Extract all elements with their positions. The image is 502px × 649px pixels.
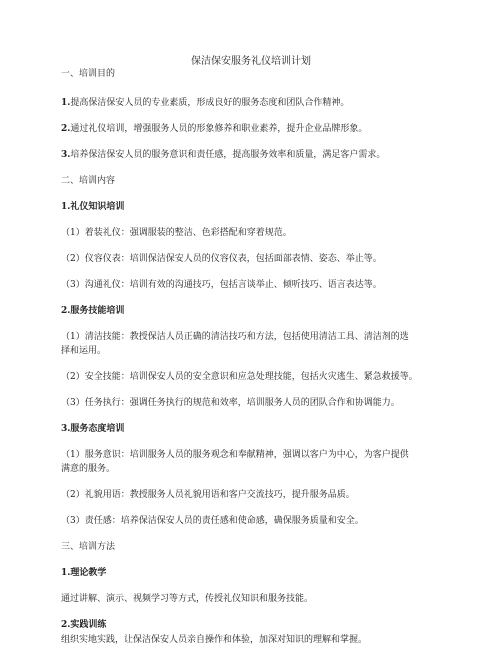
text-line: [61, 423, 461, 436]
item-number: 2.: [61, 306, 71, 316]
text-line: （1）清洁技能：教授保洁人员正确的清洁技巧和方法，包括使用清洁工具、清洁剂的选: [61, 332, 409, 342]
text-line: 三、培训方法: [61, 542, 116, 552]
text-line: （1）服务意识：培训服务人员的服务观念和奉献精神，强调以客户为中心，为客户提供: [61, 450, 409, 460]
item-number: 2.: [61, 620, 71, 630]
text-line: 满意的服务。: [61, 464, 116, 474]
text-line: [61, 201, 461, 214]
item-text: 服务技能培训: [70, 306, 125, 316]
item-text: 理论教学: [70, 568, 107, 578]
text-line: （3）沟通礼仪：培训有效的沟通技巧，包括言谈举止、倾听技巧、语言表达等。: [61, 280, 382, 290]
text-line: [61, 305, 461, 318]
text-line: [61, 619, 461, 632]
item-number: 3.: [61, 424, 71, 434]
item-text: 服务态度培训: [70, 424, 125, 434]
text-line: [61, 97, 461, 110]
item-text: 礼仪知识培训: [70, 202, 125, 212]
item-number: 1.: [61, 98, 71, 108]
text-line: [61, 123, 461, 136]
text-line: [61, 567, 461, 580]
text-line: 择和运用。: [61, 346, 107, 356]
text-line: 组织实地实践，让保洁保安人员亲自操作和体验，加深对知识的理解和掌握。: [61, 635, 368, 645]
text-line: （3）任务执行：强调任务执行的规范和效率，培训服务人员的团队合作和协调能力。: [61, 398, 400, 408]
text-line: （2）仪容仪表：培训保洁保安人员的仪容仪表，包括面部表情、姿态、举止等。: [61, 254, 382, 264]
text-line: 二、培训内容: [61, 176, 116, 186]
item-text: 提高保洁保安人员的专业素质，形成良好的服务态度和团队合作精神。: [70, 98, 350, 108]
document-title: 保洁保安服务礼仪培训计划: [191, 56, 311, 67]
text-line: （1）着装礼仪：强调服装的整洁、色彩搭配和穿着规范。: [61, 228, 292, 238]
text-line: 一、培训目的: [61, 69, 116, 79]
item-number: 1.: [61, 568, 71, 578]
text-line: （2）礼貌用语：教授服务人员礼貌用语和客户交流技巧，提升服务品质。: [61, 490, 355, 500]
item-text: 实践训练: [70, 620, 107, 630]
item-number: 3.: [61, 150, 71, 160]
text-line: （3）责任感：培养保洁保安人员的责任感和使命感，确保服务质量和安全。: [61, 516, 364, 526]
item-number: 2.: [61, 124, 71, 134]
item-text: 通过礼仪培训，增强服务人员的形象修养和职业素养，提升企业品牌形象。: [70, 124, 368, 134]
text-line: 通过讲解、演示、视频学习等方式，传授礼仪知识和服务技能。: [61, 594, 314, 604]
text-line: （2）安全技能：培训保安人员的安全意识和应急处理技能，包括火灾逃生、紧急救援等。: [61, 372, 418, 382]
item-number: 1.: [61, 202, 71, 212]
item-text: 培养保洁保安人员的服务意识和责任感，提高服务效率和质量，满足客户需求。: [70, 150, 386, 160]
text-line: [61, 149, 461, 162]
